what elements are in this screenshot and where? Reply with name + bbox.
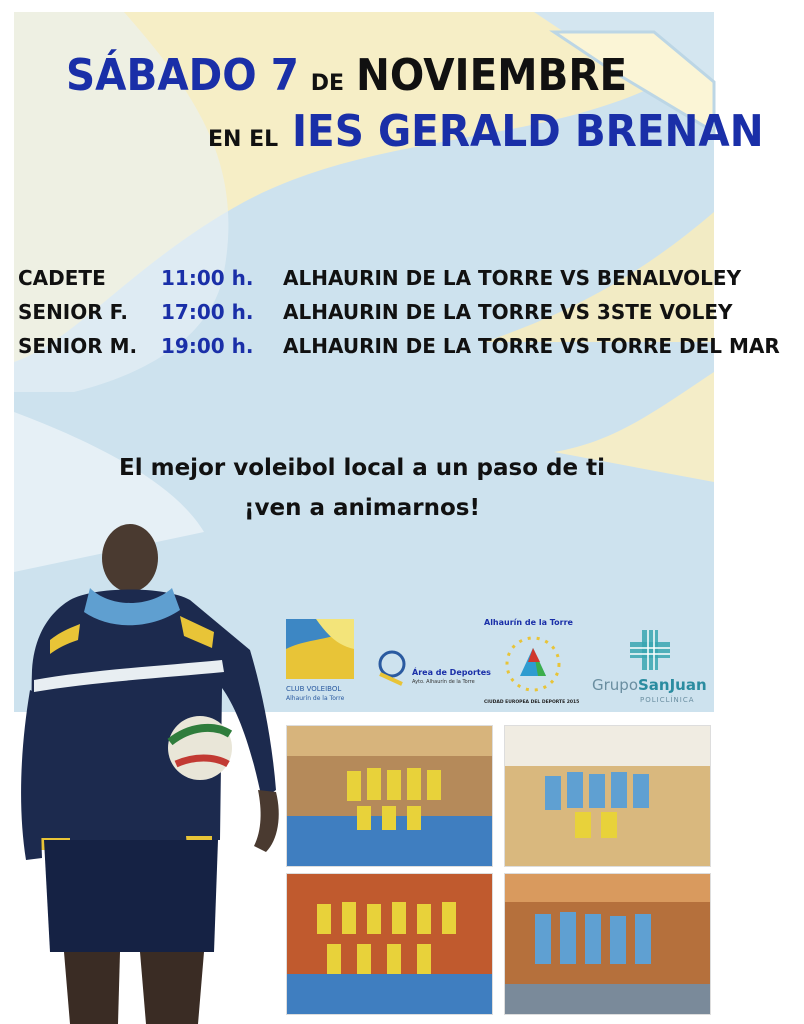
team-photo-2-image [505,726,710,866]
schedule-time: 11:00 h. [161,266,254,290]
team-photo-3 [286,873,493,1015]
team-photo-1 [286,725,493,867]
logo-club-voleibol [282,615,358,707]
player-silhouette-image [0,520,290,1024]
title-date [66,50,650,101]
tagline-line2: ¡ven a animarnos! [244,495,480,521]
sponsor-name-a: Grupo [592,676,638,694]
logo-area-deportes [372,648,491,703]
club-name: CLUB VOLEIBOL [286,685,342,693]
schedule-time: 19:00 h. [161,334,254,358]
title-de: DE [310,71,345,96]
schedule-row [18,266,742,300]
city-title: Alhaurín de la Torre [484,618,573,627]
schedule-match: ALHAURIN DE LA TORRE VS 3STE VOLEY [283,300,733,324]
team-photo-3-image [287,874,492,1014]
logo-ciudad-europea [484,618,584,713]
sponsor-sub: POLICLÍNICA [640,696,695,704]
title-venue [208,106,804,157]
title-month: NOVIEMBRE [355,50,627,101]
team-photo-2 [504,725,711,867]
club-sub: Alhaurín de la Torre [286,695,345,702]
schedule-category: CADETE [18,266,106,290]
schedule-row [18,300,733,334]
tagline [0,448,724,528]
team-photo-4 [504,873,711,1015]
schedule-row [18,334,780,368]
sponsor-name [592,676,707,694]
area-title: Área de Deportes [412,668,491,677]
sanjuan-cross-icon [628,628,672,672]
schedule-time: 17:00 h. [161,300,254,324]
tagline-line1: El mejor voleibol local a un paso de ti [119,455,605,481]
title-day: SÁBADO 7 [66,50,299,101]
area-sub: Ayto. Alhaurín de la Torre [412,679,475,685]
team-photo-4-image [505,874,710,1014]
schedule-match: ALHAURIN DE LA TORRE VS TORRE DEL MAR [283,334,780,358]
schedule-list [18,266,780,368]
logo-grupo-sanjuan [592,628,714,708]
title-en-el: EN EL [208,127,279,152]
team-photo-1-image [287,726,492,866]
schedule-category: SENIOR M. [18,334,138,358]
schedule-category: SENIOR F. [18,300,128,324]
club-logo-icon [286,619,354,679]
title-venue-name: IES GERALD BRENAN [291,106,764,157]
schedule-match: ALHAURIN DE LA TORRE VS BENALVOLEY [283,266,742,290]
sponsor-name-b: SanJuan [638,676,707,694]
area-deportes-icon [372,648,412,688]
city-sub: CIUDAD EUROPEA DEL DEPORTE 2015 [484,700,580,705]
city-star-ring-icon [498,632,568,696]
